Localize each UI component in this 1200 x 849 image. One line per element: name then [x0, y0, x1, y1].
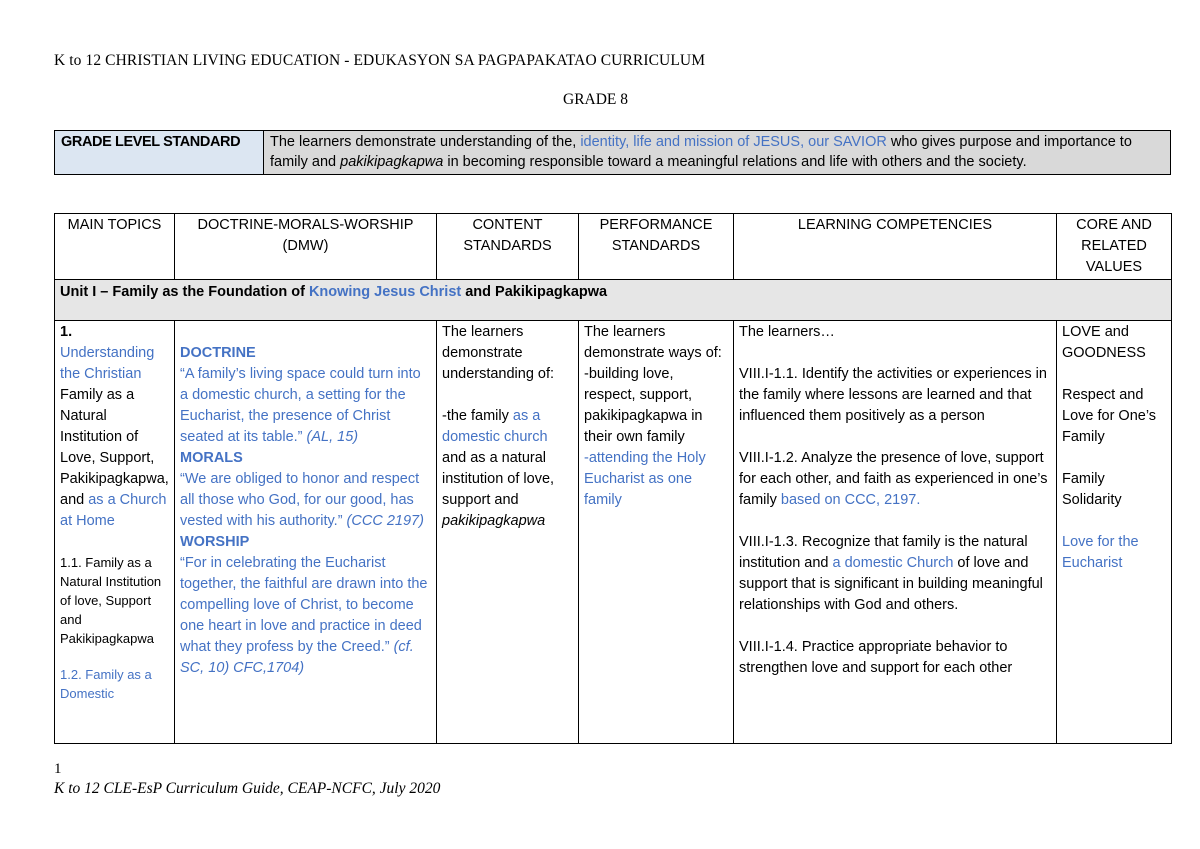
- column-header-performance-standards: PERFORMANCE STANDARDS: [579, 214, 734, 280]
- footer-text: K to 12 CLE-EsP Curriculum Guide, CEAP-NCFC, July 2020: [54, 780, 441, 797]
- grade-title: GRADE 8: [563, 91, 629, 108]
- column-header-main-topics: MAIN TOPICS: [55, 214, 175, 280]
- competency-3: VIII.I-1.3. Recognize that family is the natural institution and a domestic Church of love and support that is significant in building meaningful relationships with God and others.: [739, 534, 1043, 613]
- morals-label: MORALS: [180, 450, 243, 466]
- content-standards-cell: The learners demonstrate understanding of: -the family as a domestic church and as a natural institution of love, support and pakikipagkapwa: [437, 321, 579, 744]
- column-header-learning-competencies: LEARNING COMPETENCIES: [734, 214, 1057, 280]
- performance-standards-cell: The learners demonstrate ways of: -building love, respect, support, pakikipagkapwa in their own family -attending the Holy Eucharist as one family: [579, 321, 734, 744]
- grade-level-standard-label: GRADE LEVEL STANDARD: [55, 131, 264, 175]
- column-header-dmw: DOCTRINE-MORALS-WORSHIP (DMW): [175, 214, 437, 280]
- column-header-core-values: CORE AND RELATED VALUES: [1057, 214, 1172, 280]
- column-header-content-standards: CONTENT STANDARDS: [437, 214, 579, 280]
- core-values-cell: LOVE and GOODNESS Respect and Love for One’s Family Family Solidarity Love for the Eucharist: [1057, 321, 1172, 744]
- competency-4: VIII.I-1.4. Practice appropriate behavior to strengthen love and support for each other: [739, 639, 1013, 676]
- doctrine-label: DOCTRINE: [180, 345, 256, 361]
- worship-label: WORSHIP: [180, 534, 250, 550]
- competency-1: VIII.I-1.1. Identify the activities or experiences in the family where lessons are learned and that influenced them positively as a person: [739, 366, 1047, 424]
- learning-competencies-cell: The learners… VIII.I-1.1. Identify the activities or experiences in the family where lessons are learned and that influenced them positively as a person VIII.I-1.2. Analyze the presence of love, support for each other, and faith as experienced in one’s family based on CCC, 2197. VIII.I-1.3. Recognize that family is the natural institution and a domestic Church of love and support that is significant in building meaningful relationships with God and others. VIII.I-1.4. Practice appropriate behavior to strengthen love and support for each other: [734, 321, 1057, 744]
- unit-row: [55, 280, 1172, 321]
- document-title: K to 12 CHRISTIAN LIVING EDUCATION - EDUKASYON SA PAGPAPAKATAO CURRICULUM: [54, 52, 706, 69]
- subtopic-1-1: 1.1. Family as a Natural Institution of love, Support and Pakikipagkapwa: [60, 555, 162, 646]
- grade-level-standard-table: [54, 130, 1171, 175]
- dmw-cell: DOCTRINE “A family’s living space could turn into a domestic church, a setting for the Eucharist, the presence of Christ seated at its table.” (AL, 15) MORALS “We are obliged to honor and respect all those who God, for our good, has vested with his authority.” (CCC 2197) WORSHIP “For in celebrating the Eucharist together, the faithful are drawn into the compelling love of Christ, to become one heart in love and practice in deed what they profess by the Creed.” (cf. SC, 10) CFC,1704): [175, 321, 437, 744]
- grade-level-standard-text: The learners demonstrate understanding of the, identity, life and mission of JESUS, our SAVIOR who gives purpose and importance to family and pakikipagkapwa in becoming responsible toward a meaningful relations and life with others and the society.: [264, 131, 1171, 175]
- unit-title: Unit I – Family as the Foundation of Knowing Jesus Christ and Pakikipagkapwa: [55, 280, 1172, 321]
- main-topics-cell: 1. Understanding the Christian Family as a Natural Institution of Love, Support, Pakikipagkapwa, and as a Church at Home 1.1. Family as a Natural Institution of love, Support and Pakikipagkapwa 1.2. Family as a Domestic: [55, 321, 175, 744]
- header-row: [55, 214, 1172, 280]
- curriculum-table: [54, 213, 1172, 744]
- page-number: 1: [54, 761, 62, 777]
- subtopic-1-2: 1.2. Family as a Domestic: [60, 667, 152, 701]
- competency-2: VIII.I-1.2. Analyze the presence of love, support for each other, and faith as experienced in one’s family based on CCC, 2197.: [739, 450, 1048, 508]
- topic-row: [55, 321, 1172, 744]
